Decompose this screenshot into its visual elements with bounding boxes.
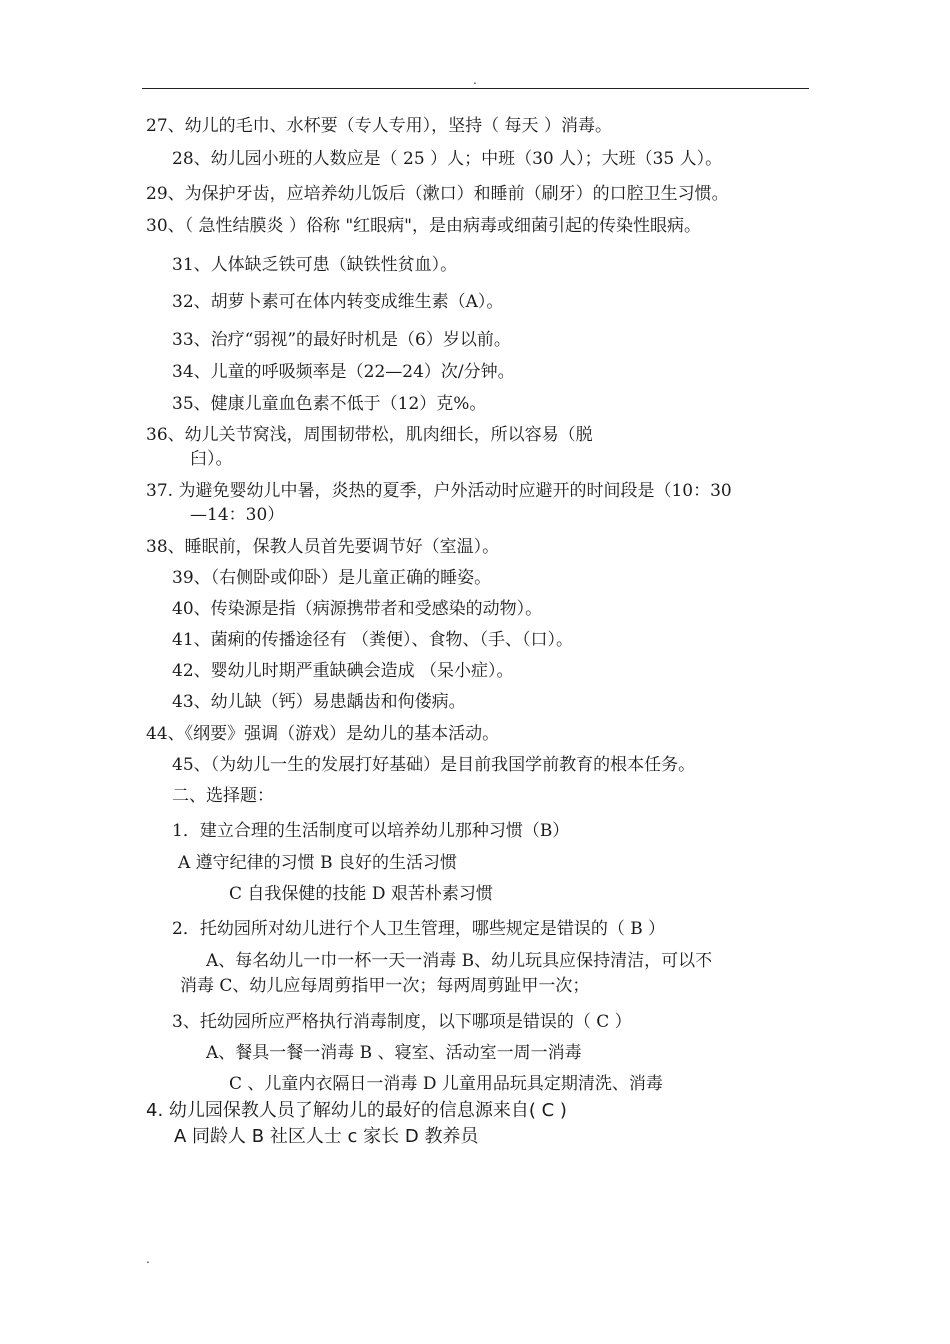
text-line: 35、健康儿童血色素不低于（12）克%。 [172,394,487,414]
section-heading: 二、选择题： [172,786,274,806]
question-text: 1．建立合理的生活制度可以培养幼儿那种习惯（B） [172,821,570,841]
text-line: 40、传染源是指（病源携带者和受感染的动物）。 [172,599,543,619]
answer-option: A 同龄人 B 社区人士 c 家长 D 教养员 [174,1126,479,1147]
text-line: 34、儿童的呼吸频率是（22—24）次/分钟。 [172,362,515,382]
answer-option: C 自我保健的技能 D 艰苦朴素习惯 [229,884,493,904]
text-line: 30、（ 急性结膜炎 ）俗称 "红眼病"，是由病毒或细菌引起的传染性眼病。 [146,216,701,236]
answer-option: A 遵守纪律的习惯 B 良好的生活习惯 [178,853,457,873]
text-line: 45、（为幼儿一生的发展打好基础）是目前我国学前教育的根本任务。 [172,755,696,775]
text-line: 32、胡萝卜素可在体内转变成维生素（A）。 [172,292,504,312]
header-rule [142,88,809,89]
footer-dot: . [146,1252,150,1266]
text-line: 27、幼儿的毛巾、水杯要（专人专用），坚持（ 每天 ）消毒。 [146,116,612,136]
text-line: 42、婴幼儿时期严重缺碘会造成 （呆小症）。 [172,661,514,681]
text-line: 臼）。 [190,449,233,469]
text-line: 28、幼儿园小班的人数应是（ 25 ）人；中班（30 人）；大班（35 人）。 [172,149,723,169]
text-line: 41、菌痢的传播途径有 （粪便）、食物、（手、（口）。 [172,630,574,650]
text-line: 29、为保护牙齿，应培养幼儿饭后（漱口）和睡前（刷牙）的口腔卫生习惯。 [146,184,729,204]
text-line: 38、睡眠前，保教人员首先要调节好（室温）。 [146,537,500,557]
header-dot: . [473,73,477,87]
text-line: —14：30） [190,505,285,525]
text-line: 33、治疗“弱视”的最好时机是（6）岁以前。 [172,330,511,350]
question-text: 4. 幼儿园保教人员了解幼儿的最好的信息源来自( C ) [146,1100,567,1121]
answer-option: 消毒 C、幼儿应每周剪指甲一次；每两周剪趾甲一次； [180,976,590,996]
text-line: 44、《纲要》强调（游戏）是幼儿的基本活动。 [146,724,500,744]
question-text: 2．托幼园所对幼儿进行个人卫生管理，哪些规定是错误的（ B ） [172,919,666,939]
text-line: 31、人体缺乏铁可患（缺铁性贫血）。 [172,255,458,275]
text-line: 36、幼儿关节窝浅，周围韧带松，肌肉细长，所以容易（脱 [146,425,593,445]
answer-option: C 、儿童内衣隔日一消毒 D 儿童用品玩具定期清洗、消毒 [229,1074,663,1094]
question-text: 3、托幼园所应严格执行消毒制度，以下哪项是错误的（ C ） [172,1012,632,1032]
answer-option: A、每名幼儿一巾一杯一天一消毒 B、幼儿玩具应保持清洁，可以不 [206,951,713,971]
text-line: 43、幼儿缺（钙）易患龋齿和佝偻病。 [172,692,466,712]
text-line: 37. 为避免婴幼儿中暑，炎热的夏季，户外活动时应避开的时间段是（10：30 [146,481,732,501]
answer-option: A、餐具一餐一消毒 B 、寝室、活动室一周一消毒 [206,1043,582,1063]
text-line: 39、（右侧卧或仰卧）是儿童正确的睡姿。 [172,568,492,588]
